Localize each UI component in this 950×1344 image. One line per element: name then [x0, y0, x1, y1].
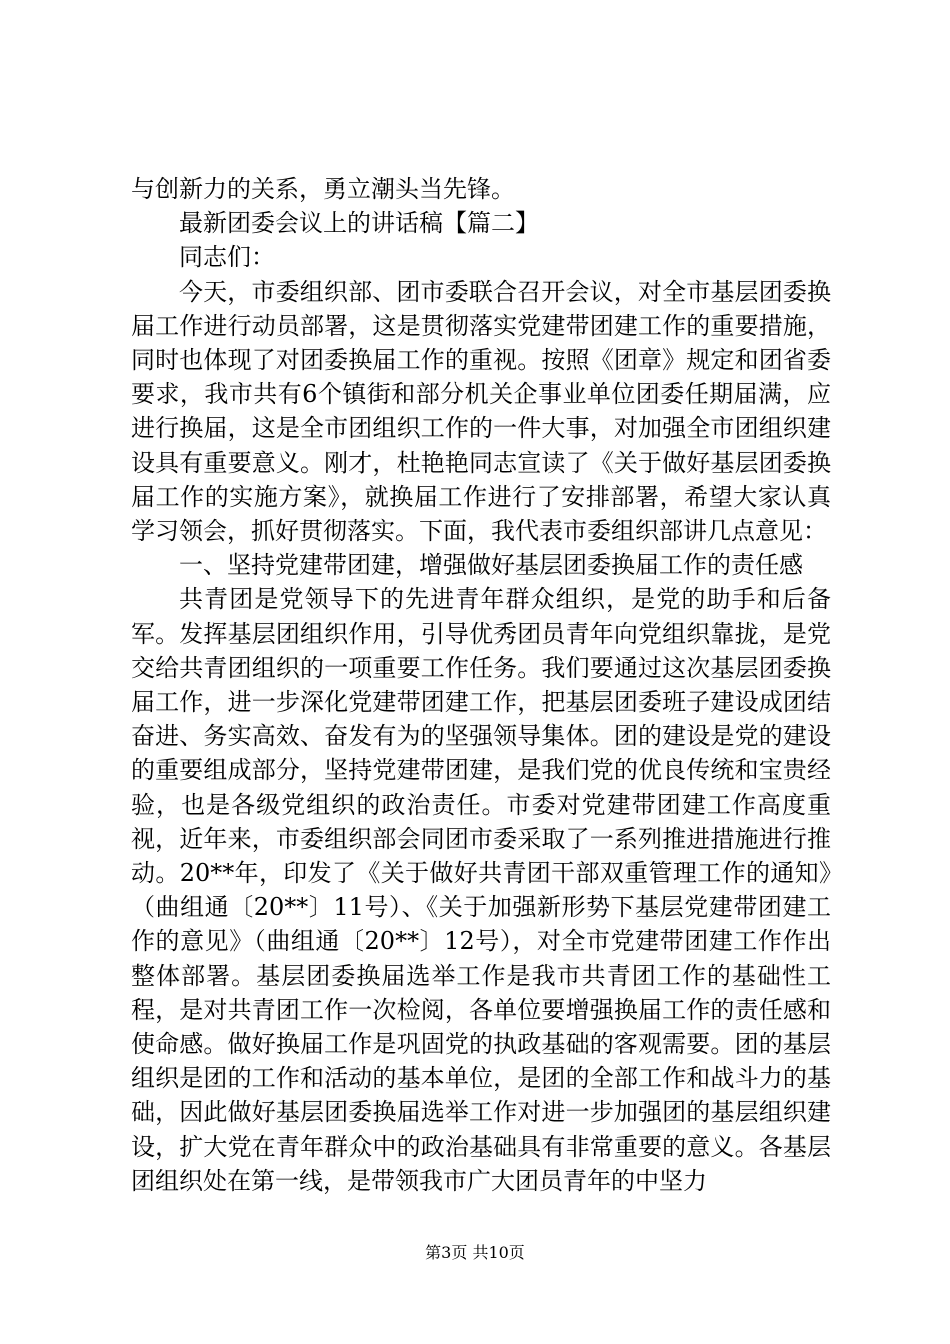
paragraph-body: 共青团是党领导下的先进青年群众组织，是党的助手和后备军。发挥基层团组织作用，引导优秀团员青年向党组织靠拢，是党交给共青团组织的一项重要工作任务。我们要通过这次基层团委换届工作，进一步深化党建带团建工作，把基层团委班子建设成团结奋进、务实高效、奋发有为的坚强领导集体。团的建设是党的建设的重要组成部分，坚持党建带团建，是我们党的优良传统和宝贵经验，也是各级党组织的政治责任。市委对党建带团建工作高度重视，近年来，市委组织部会同团市委采取了一系列推进措施进行推动。20**年，印发了《关于做好共青团干部双重管理工作的通知》（曲组通〔20**〕11号）、《关于加强新形势下基层党建带团建工作的意见》（曲组通〔20**〕12号），对全市党建带团建工作作出整体部署。基层团委换届选举工作是我市共青团工作的基础性工程，是对共青团工作一次检阅，各单位要增强换届工作的责任感和使命感。做好换届工作是巩固党的执政基础的客观需要。团的基层组织是团的工作和活动的基本单位，是团的全部工作和战斗力的基础，因此做好基层团委换届选举工作对进一步加强团的基层组织建设，扩大党在青年群众中的政治基础具有非常重要的意义。各基层团组织处在第一线，是带领我市广大团员青年的中坚力 — [131, 585, 831, 1195]
subheading-point-one: 一、坚持党建带团建，增强做好基层团委换届工作的责任感 — [179, 551, 803, 580]
salutation: 同志们： — [179, 243, 275, 272]
paragraph-continuation: 与创新力的关系，勇立潮头当先锋。 — [131, 175, 515, 203]
document-body — [131, 172, 831, 1198]
paragraph-intro: 今天，市委组织部、团市委联合召开会议，对全市基层团委换届工作进行动员部署，这是贯彻落实党建带团建工作的重要措施，同时也体现了对团委换届工作的重视。按照《团章》规定和团省委要求，我市共有6个镇街和部分机关企事业单位团委任期届满，应进行换届，这是全市团组织工作的一件大事，对加强全市团组织建设具有重要意义。刚才，杜艳艳同志宣读了《关于做好基层团委换届工作的实施方案》，就换届工作进行了安排部署，希望大家认真学习领会，抓好贯彻落实。下面，我代表市委组织部讲几点意见： — [131, 277, 831, 546]
page-number-footer: 第3页 共10页 — [425, 1243, 525, 1262]
section-heading-part-two: 最新团委会议上的讲话稿【篇二】 — [179, 209, 539, 238]
